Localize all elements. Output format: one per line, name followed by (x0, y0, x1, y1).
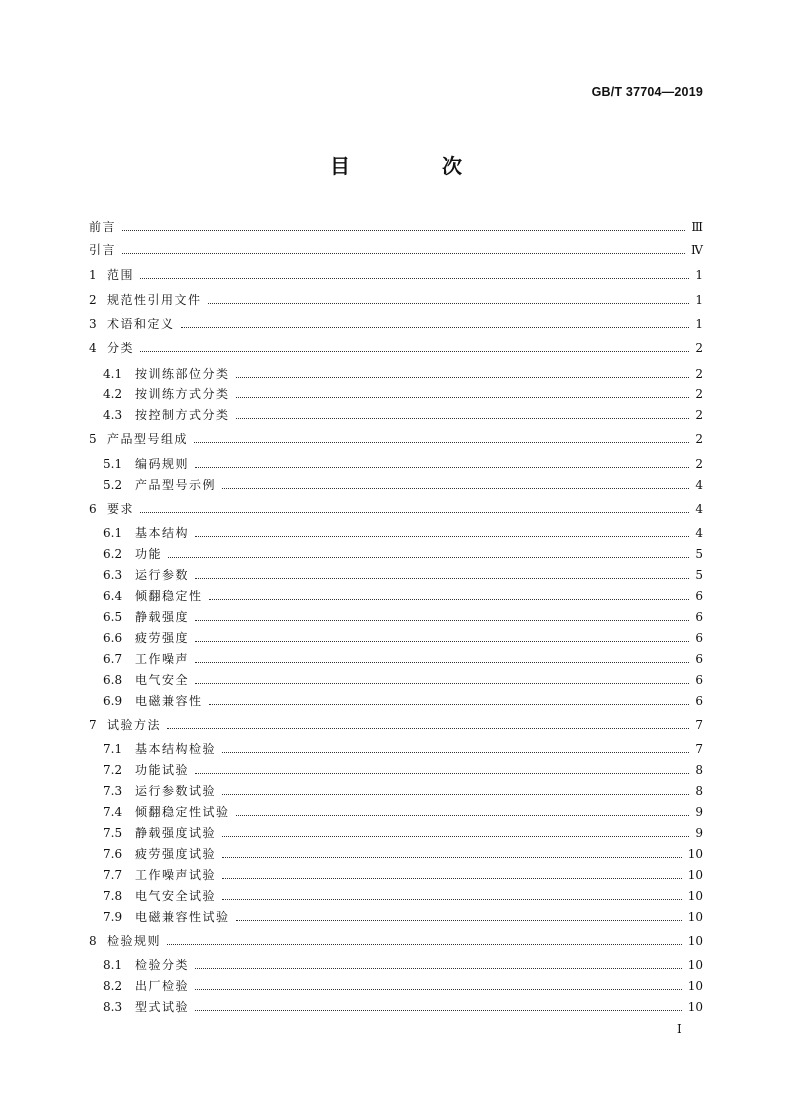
toc-entry-number: 7 (89, 718, 97, 732)
toc-entry-label: 工作噪声试验 (135, 868, 217, 882)
toc-entry-label: 引言 (89, 243, 117, 257)
toc-entry-page: 1 (695, 317, 703, 331)
toc-entry[interactable] (89, 452, 703, 472)
toc-entry[interactable] (89, 758, 703, 778)
toc-entry[interactable] (89, 779, 703, 799)
dot-leader (236, 418, 690, 419)
toc-entry[interactable] (89, 821, 703, 841)
toc-entry-number: 6 (89, 502, 97, 516)
toc-entry[interactable] (89, 626, 703, 646)
dot-leader (195, 641, 689, 642)
toc-entry-number: 6.8 (103, 673, 123, 687)
toc-entry-label: 分类 (107, 341, 135, 355)
toc-entry[interactable] (89, 362, 703, 382)
toc-entry-page: 6 (695, 694, 703, 708)
toc-entry-label: 范围 (107, 268, 135, 282)
toc-entry[interactable] (89, 563, 703, 583)
toc-entry-page: 10 (687, 847, 703, 861)
toc-entry-number: 7.6 (103, 847, 123, 861)
toc-entry[interactable] (89, 542, 703, 562)
toc-entry-page: 10 (687, 910, 703, 924)
toc-entry-label: 术语和定义 (107, 317, 175, 331)
dot-leader (208, 303, 690, 304)
dot-leader (222, 752, 689, 753)
toc-entry-number: 6.2 (103, 547, 123, 561)
page-number: I (677, 1022, 682, 1036)
toc-entry-number: 8 (89, 934, 97, 948)
toc-entry-label: 运行参数试验 (135, 784, 217, 798)
dot-leader (167, 728, 689, 729)
toc-entry-page: 4 (695, 478, 703, 492)
toc-entry-page: 7 (695, 718, 703, 732)
dot-leader (195, 536, 689, 537)
dot-leader (195, 1010, 682, 1011)
toc-entry-page: 9 (695, 826, 703, 840)
toc-entry-page: 5 (695, 547, 703, 561)
toc-entry-page: 6 (695, 673, 703, 687)
toc-entry-label: 试验方法 (107, 718, 162, 732)
toc-entry-page: Ⅲ (691, 220, 703, 234)
toc-entry-page: 2 (695, 432, 703, 446)
toc-entry[interactable] (89, 288, 703, 308)
toc-entry[interactable] (89, 995, 703, 1015)
dot-leader (209, 599, 690, 600)
toc-entry-label: 出厂检验 (135, 979, 190, 993)
toc-entry-label: 电磁兼容性 (135, 694, 203, 708)
toc-entry-page: 2 (695, 387, 703, 401)
toc-entry-page: Ⅳ (691, 243, 703, 257)
toc-entry-page: 10 (687, 979, 703, 993)
toc-entry-page: 8 (695, 784, 703, 798)
toc-entry-label: 功能试验 (135, 763, 190, 777)
toc-entry-label: 要求 (107, 502, 135, 516)
toc-entry-number: 1 (89, 268, 97, 282)
dot-leader (195, 620, 689, 621)
toc-entry[interactable] (89, 689, 703, 709)
toc-entry-page: 1 (695, 293, 703, 307)
dot-leader (181, 327, 690, 328)
toc-entry-number: 7.8 (103, 889, 123, 903)
toc-entry-page: 2 (695, 408, 703, 422)
toc-entry-label: 基本结构检验 (135, 742, 217, 756)
toc-entry[interactable] (89, 929, 703, 949)
toc-entry[interactable] (89, 737, 703, 757)
toc-entry[interactable] (89, 584, 703, 604)
toc-entry-label: 静载强度 (135, 610, 190, 624)
toc-entry-number: 7.4 (103, 805, 123, 819)
toc-entry[interactable] (89, 953, 703, 973)
toc-entry-label: 电气安全试验 (135, 889, 217, 903)
toc-entry-number: 7.1 (103, 742, 123, 756)
toc-entry-number: 8.3 (103, 1000, 123, 1014)
toc-entry-label: 前言 (89, 220, 117, 234)
toc-entry[interactable] (89, 713, 703, 733)
dot-leader (140, 351, 689, 352)
toc-entry-label: 工作噪声 (135, 652, 190, 666)
toc-entry-number: 6.4 (103, 589, 123, 603)
toc-entry-label: 编码规则 (135, 457, 190, 471)
toc-entry-page: 10 (687, 1000, 703, 1014)
toc-entry-number: 2 (89, 293, 97, 307)
toc-entry[interactable] (89, 905, 703, 925)
toc-entry-number: 4.3 (103, 408, 123, 422)
toc-entry-number: 7.5 (103, 826, 123, 840)
dot-leader (236, 815, 690, 816)
dot-leader (222, 488, 689, 489)
toc-entry[interactable] (89, 647, 703, 667)
toc-entry-number: 4.1 (103, 367, 123, 381)
toc-entry-label: 检验分类 (135, 958, 190, 972)
toc-entry-label: 静载强度试验 (135, 826, 217, 840)
toc-entry-number: 4 (89, 341, 97, 355)
dot-leader (222, 836, 689, 837)
dot-leader (167, 944, 682, 945)
toc-entry-page: 6 (695, 652, 703, 666)
toc-entry[interactable] (89, 382, 703, 402)
dot-leader (122, 253, 685, 254)
dot-leader (236, 397, 690, 398)
dot-leader (195, 968, 682, 969)
toc-entry-number: 5 (89, 432, 97, 446)
dot-leader (236, 377, 690, 378)
toc-entry[interactable] (89, 668, 703, 688)
toc-entry[interactable] (89, 403, 703, 423)
dot-leader (222, 899, 682, 900)
dot-leader (195, 662, 689, 663)
toc-entry-page: 6 (695, 631, 703, 645)
toc-entry[interactable] (89, 605, 703, 625)
toc-entry[interactable] (89, 884, 703, 904)
toc-entry-label: 疲劳强度试验 (135, 847, 217, 861)
dot-leader (195, 683, 689, 684)
toc-entry-number: 5.1 (103, 457, 123, 471)
dot-leader (122, 230, 685, 231)
toc-entry[interactable] (89, 473, 703, 493)
toc-entry-page: 9 (695, 805, 703, 819)
toc-entry-page: 2 (695, 341, 703, 355)
toc-entry-number: 7.3 (103, 784, 123, 798)
toc-entry-label: 疲劳强度 (135, 631, 190, 645)
dot-leader (209, 704, 690, 705)
toc-entry[interactable] (89, 497, 703, 517)
toc-entry-page: 1 (695, 268, 703, 282)
toc-entry-label: 电气安全 (135, 673, 190, 687)
toc-entry-page: 5 (695, 568, 703, 582)
dot-leader (222, 794, 689, 795)
toc-entry-label: 按控制方式分类 (135, 408, 230, 422)
toc-entry-number: 6.7 (103, 652, 123, 666)
toc-entry-label: 检验规则 (107, 934, 162, 948)
toc-entry-page: 10 (687, 958, 703, 972)
toc-entry-number: 7.7 (103, 868, 123, 882)
toc-entry-number: 6.9 (103, 694, 123, 708)
dot-leader (140, 278, 689, 279)
toc-entry-label: 型式试验 (135, 1000, 190, 1014)
toc-entry[interactable] (89, 215, 703, 235)
toc-entry-page: 7 (695, 742, 703, 756)
toc-entry-number: 7.2 (103, 763, 123, 777)
toc-entry-page: 10 (687, 934, 703, 948)
toc-entry-label: 倾翻稳定性 (135, 589, 203, 603)
toc-entry-page: 6 (695, 610, 703, 624)
toc-entry-page: 10 (687, 889, 703, 903)
toc-entry-page: 2 (695, 367, 703, 381)
toc-entry[interactable] (89, 336, 703, 356)
toc-entry-number: 8.1 (103, 958, 123, 972)
toc-entry-label: 按训练部位分类 (135, 367, 230, 381)
toc-entry-page: 4 (695, 502, 703, 516)
toc-entry-label: 倾翻稳定性试验 (135, 805, 230, 819)
toc-entry-page: 4 (695, 526, 703, 540)
dot-leader (168, 557, 689, 558)
toc-entry-label: 规范性引用文件 (107, 293, 202, 307)
toc-entry-number: 8.2 (103, 979, 123, 993)
dot-leader (195, 578, 689, 579)
toc-entry-page: 8 (695, 763, 703, 777)
toc-entry-page: 10 (687, 868, 703, 882)
toc-entry-page: 2 (695, 457, 703, 471)
dot-leader (194, 442, 689, 443)
toc-entry[interactable] (89, 800, 703, 820)
toc-entry-label: 产品型号示例 (135, 478, 217, 492)
standard-code: GB/T 37704—2019 (591, 85, 703, 99)
toc-entry[interactable] (89, 263, 703, 283)
toc-entry-number: 7.9 (103, 910, 123, 924)
page-title: 目 次 (330, 154, 498, 178)
toc-entry-number: 3 (89, 317, 97, 331)
toc-entry-label: 产品型号组成 (107, 432, 189, 446)
toc-entry-number: 6.5 (103, 610, 123, 624)
dot-leader (222, 878, 682, 879)
toc-entry-number: 5.2 (103, 478, 123, 492)
toc-entry-label: 功能 (135, 547, 163, 561)
toc-entry-number: 4.2 (103, 387, 123, 401)
dot-leader (195, 773, 689, 774)
toc-entry[interactable] (89, 312, 703, 332)
toc-entry[interactable] (89, 521, 703, 541)
toc-entry-label: 基本结构 (135, 526, 190, 540)
toc-entry[interactable] (89, 863, 703, 883)
toc-entry-label: 电磁兼容性试验 (135, 910, 230, 924)
toc-entry-number: 6.6 (103, 631, 123, 645)
toc-entry-label: 运行参数 (135, 568, 190, 582)
toc-entry-label: 按训练方式分类 (135, 387, 230, 401)
toc-entry[interactable] (89, 974, 703, 994)
dot-leader (195, 467, 689, 468)
toc-entry-number: 6.3 (103, 568, 123, 582)
toc-entry[interactable] (89, 427, 703, 447)
dot-leader (195, 989, 682, 990)
toc-entry-page: 6 (695, 589, 703, 603)
toc-entry[interactable] (89, 842, 703, 862)
dot-leader (140, 512, 689, 513)
toc-entry[interactable] (89, 238, 703, 258)
dot-leader (222, 857, 682, 858)
toc-entry-number: 6.1 (103, 526, 123, 540)
dot-leader (236, 920, 682, 921)
